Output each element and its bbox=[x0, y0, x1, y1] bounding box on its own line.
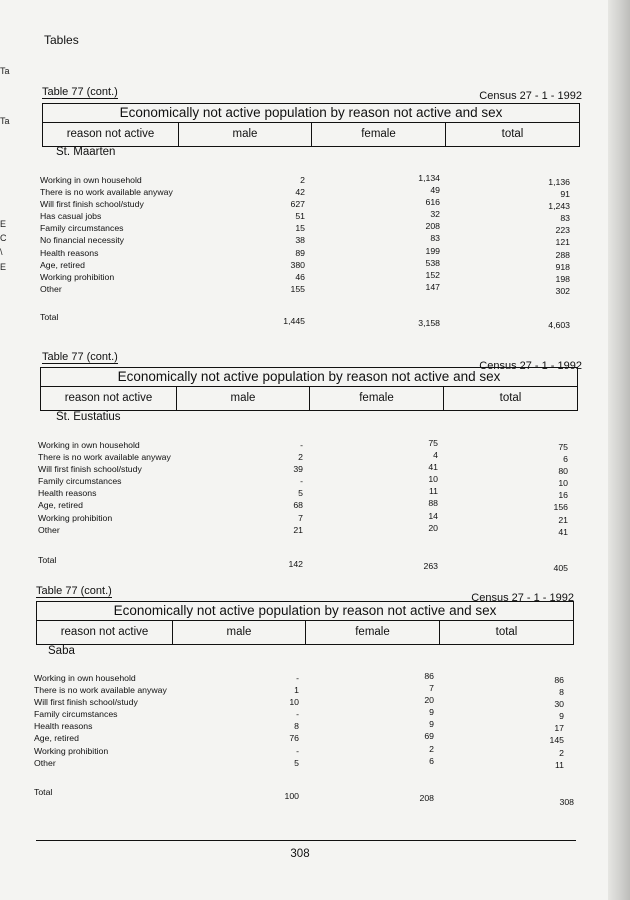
row-label: Health reasons bbox=[38, 488, 97, 499]
total-label: Total bbox=[34, 787, 53, 797]
female-value: 20 bbox=[424, 695, 434, 706]
table-row bbox=[38, 439, 578, 451]
total-value: 17 bbox=[554, 723, 564, 734]
table-row bbox=[34, 672, 574, 684]
total-value: 288 bbox=[555, 249, 570, 260]
table-section-st-maarten bbox=[0, 86, 630, 330]
female-value: 152 bbox=[425, 269, 440, 280]
male-value: 15 bbox=[295, 223, 305, 234]
total-value: 75 bbox=[558, 442, 568, 452]
data-rows bbox=[38, 439, 578, 536]
margin-mark: Ta bbox=[0, 116, 10, 126]
table-row bbox=[40, 210, 580, 222]
total-value: 8 bbox=[559, 687, 564, 698]
row-label: Age, retired bbox=[34, 733, 79, 744]
table-row bbox=[34, 696, 574, 708]
female-value: 616 bbox=[425, 197, 440, 208]
grand-total: 308 bbox=[559, 797, 574, 807]
female-value: 9 bbox=[429, 707, 434, 718]
row-label: Health reasons bbox=[34, 721, 93, 732]
total-value: 21 bbox=[558, 514, 568, 525]
female-value: 10 bbox=[428, 474, 438, 485]
female-value: 208 bbox=[425, 221, 440, 232]
margin-mark: E bbox=[0, 219, 7, 229]
female-value: 20 bbox=[428, 522, 438, 533]
total-value: 6 bbox=[563, 454, 568, 465]
male-value: 627 bbox=[290, 199, 305, 210]
male-value: 8 bbox=[294, 721, 299, 732]
row-label: Working prohibition bbox=[40, 271, 115, 282]
margin-mark: \ bbox=[0, 247, 3, 257]
row-label: Working in own household bbox=[40, 175, 142, 185]
row-label: There is no work available anyway bbox=[40, 187, 173, 198]
table-row bbox=[40, 174, 580, 186]
male-total: 142 bbox=[288, 559, 303, 569]
table-row bbox=[38, 512, 578, 524]
table-row bbox=[40, 222, 580, 234]
row-label: Family circumstances bbox=[40, 223, 124, 234]
census-date: Census 27 - 1 - 1992 bbox=[479, 90, 582, 102]
male-value: 5 bbox=[294, 757, 299, 768]
row-label: Other bbox=[34, 757, 56, 768]
male-value: - bbox=[296, 745, 299, 756]
total-value: 223 bbox=[555, 225, 570, 236]
row-label: There is no work available anyway bbox=[38, 452, 171, 463]
female-value: 199 bbox=[425, 245, 440, 256]
row-label: No financial necessity bbox=[40, 235, 125, 246]
census-date: Census 27 - 1 - 1992 bbox=[479, 360, 582, 372]
male-value: 7 bbox=[298, 512, 303, 523]
row-label: Age, retired bbox=[38, 500, 83, 511]
row-label: There is no work available anyway bbox=[34, 685, 167, 696]
total-value: 10 bbox=[558, 478, 568, 489]
table-title: Economically not active population by reason not active and sex bbox=[36, 601, 574, 620]
female-value: 7 bbox=[429, 683, 434, 694]
female-value: 11 bbox=[428, 486, 438, 497]
male-total: 100 bbox=[284, 791, 299, 801]
column-header-total: total bbox=[499, 392, 522, 404]
footer-rule bbox=[36, 840, 576, 841]
male-value: 10 bbox=[289, 697, 299, 708]
table-row bbox=[40, 234, 580, 246]
male-value: 21 bbox=[293, 524, 303, 535]
page-number: 308 bbox=[290, 848, 310, 860]
male-value: 1 bbox=[294, 685, 299, 696]
total-value: 302 bbox=[555, 285, 570, 296]
table-row bbox=[38, 475, 578, 487]
total-value: 91 bbox=[560, 189, 570, 200]
running-head: Tables bbox=[44, 33, 79, 47]
male-value: 5 bbox=[298, 488, 303, 499]
total-value: 1,136 bbox=[548, 177, 570, 187]
total-value: 16 bbox=[558, 490, 568, 501]
female-value: 6 bbox=[429, 755, 434, 766]
row-label: Will first finish school/study bbox=[34, 697, 138, 708]
table-row bbox=[40, 198, 580, 210]
male-value: 46 bbox=[295, 271, 305, 282]
table-row bbox=[38, 451, 578, 463]
table-row bbox=[38, 463, 578, 475]
column-header-female: female bbox=[310, 387, 444, 410]
total-label: Total bbox=[40, 312, 59, 322]
female-value: 69 bbox=[424, 731, 434, 742]
row-label: Will first finish school/study bbox=[40, 199, 144, 210]
grand-total: 405 bbox=[553, 563, 568, 573]
table-label: Table 77 (cont.) bbox=[36, 585, 112, 597]
row-label: Other bbox=[38, 524, 60, 535]
male-value: - bbox=[300, 440, 303, 450]
table-row bbox=[34, 757, 574, 769]
table-row bbox=[34, 720, 574, 732]
margin-mark: Ta bbox=[0, 66, 10, 76]
column-header-male: male bbox=[179, 123, 312, 146]
column-header-reason: reason not active bbox=[43, 123, 179, 146]
table-title: Economically not active population by reason not active and sex bbox=[40, 367, 578, 386]
census-date: Census 27 - 1 - 1992 bbox=[471, 592, 574, 604]
column-header-row bbox=[42, 122, 580, 147]
table-row bbox=[40, 186, 580, 198]
total-value: 30 bbox=[554, 699, 564, 710]
total-value: 83 bbox=[560, 213, 570, 224]
male-value: 155 bbox=[290, 283, 305, 294]
male-value: 2 bbox=[300, 175, 305, 185]
grand-total: 4,603 bbox=[548, 320, 570, 330]
table-row bbox=[34, 708, 574, 720]
table-row bbox=[40, 271, 580, 283]
female-value: 538 bbox=[425, 257, 440, 268]
male-value: 39 bbox=[293, 464, 303, 475]
female-value: 88 bbox=[428, 498, 438, 509]
total-value: 86 bbox=[554, 675, 564, 685]
male-value: 89 bbox=[295, 247, 305, 258]
column-header-total: total bbox=[501, 128, 524, 140]
row-label: Will first finish school/study bbox=[38, 464, 142, 475]
column-header-male: male bbox=[177, 387, 310, 410]
row-label: Working prohibition bbox=[34, 745, 109, 756]
area-name: Saba bbox=[48, 645, 75, 657]
total-value: 1,243 bbox=[548, 201, 570, 212]
female-value: 75 bbox=[428, 438, 438, 448]
table-row bbox=[34, 684, 574, 696]
column-header-total: total bbox=[495, 626, 518, 638]
total-value: 198 bbox=[555, 273, 570, 284]
total-value: 918 bbox=[555, 261, 570, 272]
area-name: St. Maarten bbox=[56, 146, 116, 158]
female-value: 49 bbox=[430, 185, 440, 196]
male-value: 2 bbox=[298, 452, 303, 463]
total-value: 145 bbox=[549, 735, 564, 746]
female-value: 147 bbox=[425, 281, 440, 292]
margin-mark: E bbox=[0, 262, 7, 272]
male-value: - bbox=[296, 709, 299, 720]
total-label: Total bbox=[38, 555, 57, 565]
row-label: Other bbox=[40, 283, 62, 294]
row-label: Working prohibition bbox=[38, 512, 113, 523]
table-row bbox=[40, 259, 580, 271]
area-name: St. Eustatius bbox=[56, 411, 121, 423]
table-row bbox=[38, 524, 578, 536]
female-value: 83 bbox=[430, 233, 440, 244]
row-label: Has casual jobs bbox=[40, 211, 102, 222]
table-label: Table 77 (cont.) bbox=[42, 86, 118, 98]
table-row bbox=[34, 732, 574, 744]
table-label: Table 77 (cont.) bbox=[42, 351, 118, 363]
female-value: 4 bbox=[433, 450, 438, 461]
row-label: Age, retired bbox=[40, 259, 85, 270]
table-row bbox=[40, 247, 580, 259]
female-value: 32 bbox=[430, 209, 440, 220]
row-label: Working in own household bbox=[34, 673, 136, 683]
table-title: Economically not active population by reason not active and sex bbox=[42, 103, 580, 122]
male-value: 76 bbox=[289, 733, 299, 744]
female-value: 41 bbox=[428, 462, 438, 473]
table-row bbox=[34, 745, 574, 757]
female-value: 14 bbox=[428, 510, 438, 521]
total-value: 11 bbox=[554, 759, 564, 770]
table-row bbox=[38, 487, 578, 499]
female-value: 9 bbox=[429, 719, 434, 730]
column-header-female: female bbox=[306, 621, 440, 644]
female-total: 208 bbox=[419, 793, 434, 803]
female-value: 2 bbox=[429, 743, 434, 754]
male-value: 68 bbox=[293, 500, 303, 511]
male-total: 1,445 bbox=[283, 316, 305, 326]
column-header-row bbox=[36, 620, 574, 645]
table-section-st-eustatius bbox=[0, 351, 630, 591]
table-row bbox=[40, 283, 580, 295]
row-label: Working in own household bbox=[38, 440, 140, 450]
female-total: 263 bbox=[423, 561, 438, 571]
column-header-reason: reason not active bbox=[41, 387, 177, 410]
male-value: 380 bbox=[290, 259, 305, 270]
column-header-row bbox=[40, 386, 578, 411]
male-value: - bbox=[300, 476, 303, 487]
data-rows bbox=[34, 672, 574, 769]
female-total: 3,158 bbox=[418, 318, 440, 328]
table-section-saba bbox=[0, 585, 630, 825]
data-rows bbox=[40, 174, 580, 295]
margin-mark: C bbox=[0, 233, 7, 243]
total-value: 80 bbox=[558, 466, 568, 477]
male-value: 51 bbox=[295, 211, 305, 222]
total-value: 2 bbox=[559, 747, 564, 758]
total-value: 9 bbox=[559, 711, 564, 722]
female-value: 86 bbox=[424, 671, 434, 681]
total-value: 41 bbox=[558, 526, 568, 537]
male-value: 38 bbox=[295, 235, 305, 246]
total-value: 156 bbox=[553, 502, 568, 513]
row-label: Health reasons bbox=[40, 247, 99, 258]
row-label: Family circumstances bbox=[34, 709, 118, 720]
total-value: 121 bbox=[555, 237, 570, 248]
row-label: Family circumstances bbox=[38, 476, 122, 487]
male-value: 42 bbox=[295, 187, 305, 198]
column-header-male: male bbox=[173, 621, 306, 644]
column-header-reason: reason not active bbox=[37, 621, 173, 644]
male-value: - bbox=[296, 673, 299, 683]
table-row bbox=[38, 499, 578, 511]
column-header-female: female bbox=[312, 123, 446, 146]
female-value: 1,134 bbox=[418, 173, 440, 183]
